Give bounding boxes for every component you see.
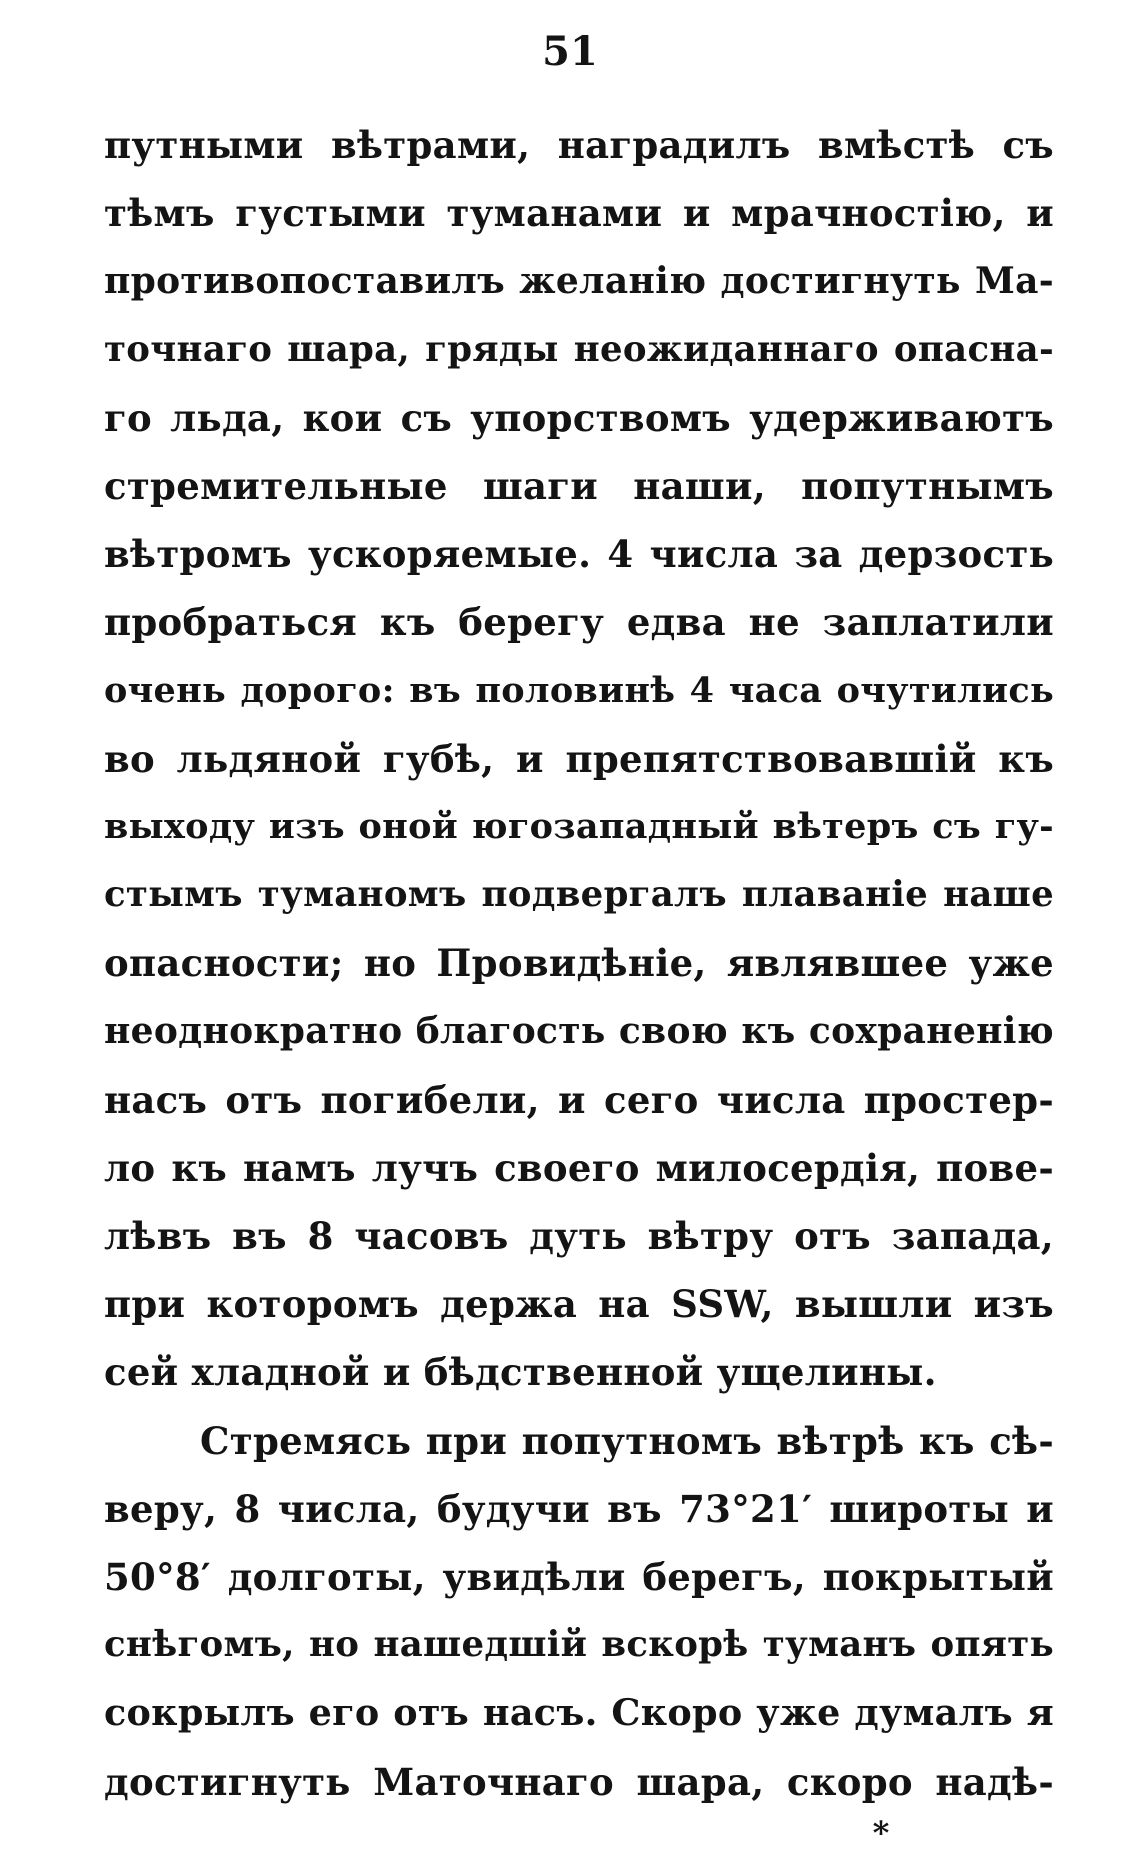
text-line: сокрылъ его отъ насъ. Скоро уже думалъ я	[104, 1691, 1054, 1735]
text-line: точнаго шара, гряды неожиданнаго опасна-	[104, 328, 1054, 370]
text-line: противопоставилъ желанію достигнуть Ма-	[104, 260, 1054, 303]
text-line: веру, 8 числа, будучи въ 73°21′ широты и	[104, 1486, 1054, 1531]
signature-mark: *	[872, 1814, 890, 1852]
text-line: достигнуть Маточнаго шара, скоро надѣ-	[104, 1759, 1054, 1804]
text-line: 50°8′ долготы, увидѣли берегъ, покрытый	[104, 1554, 1054, 1599]
text-line: снѣгомъ, но нашедшій вскорѣ туманъ опять	[104, 1624, 1054, 1666]
text-line: сей хладной и бѣдственной ущелины.	[104, 1350, 937, 1395]
text-line: лѣвъ въ 8 часовъ дуть вѣтру отъ запада,	[104, 1214, 1054, 1258]
text-line: неоднократно благость свою къ сохраненію	[104, 1010, 1054, 1053]
text-line: опасности; но Провидѣніе, являвшее уже	[104, 941, 1054, 986]
text-line: Стремясь при попутномъ вѣтрѣ къ сѣ-	[200, 1418, 1054, 1463]
text-line: насъ отъ погибели, и сего числа простер-	[104, 1077, 1054, 1122]
paragraph-1	[104, 111, 1054, 1407]
text-line: выходу изъ оной югозападный вѣтеръ съ гу-	[104, 805, 1054, 847]
text-line: пробраться къ берегу едва не заплатили	[104, 600, 1054, 645]
text-line: путными вѣтрами, наградилъ вмѣстѣ съ	[104, 123, 1054, 167]
text-line: при которомъ держа на SSW, вышли изъ	[104, 1282, 1054, 1327]
text-line: очень дорого: въ половинѣ 4 часа очутились	[104, 669, 1054, 711]
text-line: стремительные шаги наши, попутнымъ	[104, 463, 1054, 508]
text-line: тѣмъ густыми туманами и мрачностію, и	[104, 191, 1054, 236]
text-line: стымъ туманомъ подвергалъ плаваніе наше	[104, 874, 1054, 916]
text-line: ло къ намъ лучъ своего милосердія, пове-	[104, 1145, 1054, 1190]
page-number: 51	[542, 28, 598, 75]
text-line: во льдяной губѣ, и препятствовавшій къ	[104, 736, 1054, 781]
body-text	[104, 111, 1054, 1816]
text-line: го льда, кои съ упорствомъ удерживаютъ	[104, 395, 1054, 440]
text-line: вѣтромъ ускоряемые. 4 числа за дерзость	[104, 532, 1054, 577]
paragraph-2	[104, 1407, 1054, 1816]
